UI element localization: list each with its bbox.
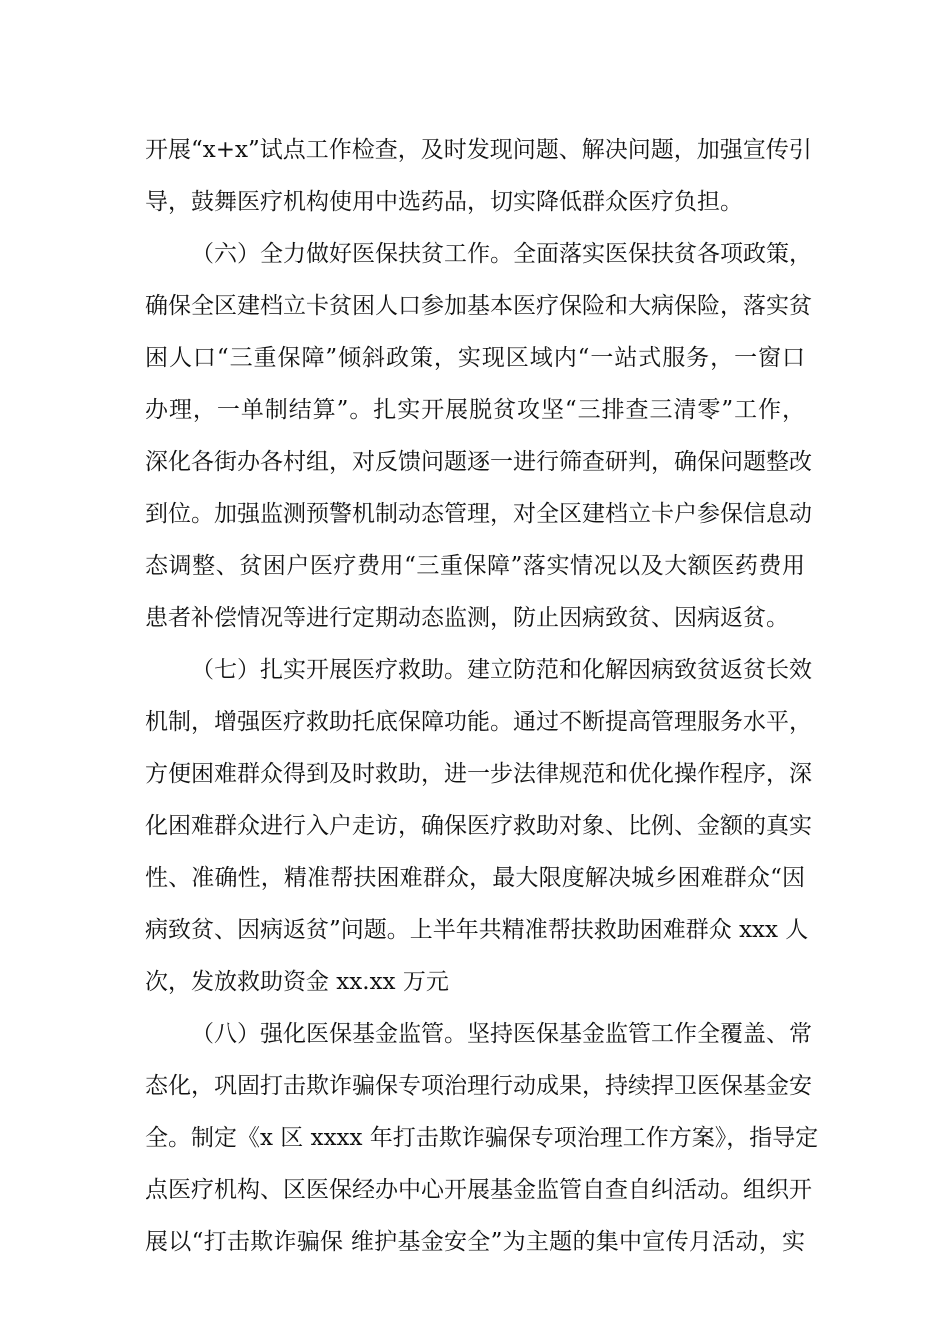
paragraph-heading-line: （六）全力做好医保扶贫工作。全面落实医保扶贫各项政策，: [191, 241, 812, 267]
text-line: 方便困难群众得到及时救助，进一步法律规范和优化操作程序，深: [145, 761, 812, 787]
text-line: 到位。加强监测预警机制动态管理，对全区建档立卡户参保信息动: [145, 501, 812, 527]
text-line: 患者补偿情况等进行定期动态监测，防止因病致贫、因病返贫。: [145, 605, 789, 631]
text-line: 化困难群众进行入户走访，确保医疗救助对象、比例、金额的真实: [145, 813, 812, 839]
text-line: 点医疗机构、区医保经办中心开展基金监管自查自纠活动。组织开: [145, 1177, 812, 1203]
text-line: 次，发放救助资金 xx.xx 万元: [145, 969, 449, 995]
text-line: 确保全区建档立卡贫困人口参加基本医疗保险和大病保险，落实贫: [145, 293, 812, 319]
text-line: 全。制定《x 区 xxxx 年打击欺诈骗保专项治理工作方案》，指导定: [145, 1125, 819, 1151]
text-line: 深化各街办各村组，对反馈问题逐一进行筛查研判，确保问题整改: [145, 449, 812, 475]
text-line: 导，鼓舞医疗机构使用中选药品，切实降低群众医疗负担。: [145, 189, 743, 215]
text-line: 困人口“三重保障”倾斜政策，实现区域内“一站式服务，一窗口: [145, 345, 805, 371]
text-line: 展以“打击欺诈骗保 维护基金安全”为主题的集中宣传月活动，实: [145, 1229, 805, 1255]
text-line: 性、准确性，精准帮扶困难群众，最大限度解决城乡困难群众“因: [145, 865, 805, 891]
text-line: 病致贫、因病返贫”问题。上半年共精准帮扶救助困难群众 xxx 人: [145, 917, 809, 943]
text-line: 态调整、贫困户医疗费用“三重保障”落实情况以及大额医药费用: [145, 553, 805, 579]
paragraph-heading-line: （七）扎实开展医疗救助。建立防范和化解因病致贫返贫长效: [191, 657, 812, 683]
paragraph-heading-line: （八）强化医保基金监管。坚持医保基金监管工作全覆盖、常: [191, 1021, 812, 1047]
text-line: 机制，增强医疗救助托底保障功能。通过不断提高管理服务水平，: [145, 709, 812, 735]
text-line: 开展“x+x”试点工作检查，及时发现问题、解决问题，加强宣传引: [145, 137, 812, 163]
text-line: 办理，一单制结算”。扎实开展脱贫攻坚“三排查三清零”工作，: [145, 397, 805, 423]
text-line: 态化，巩固打击欺诈骗保专项治理行动成果，持续捍卫医保基金安: [145, 1073, 812, 1099]
